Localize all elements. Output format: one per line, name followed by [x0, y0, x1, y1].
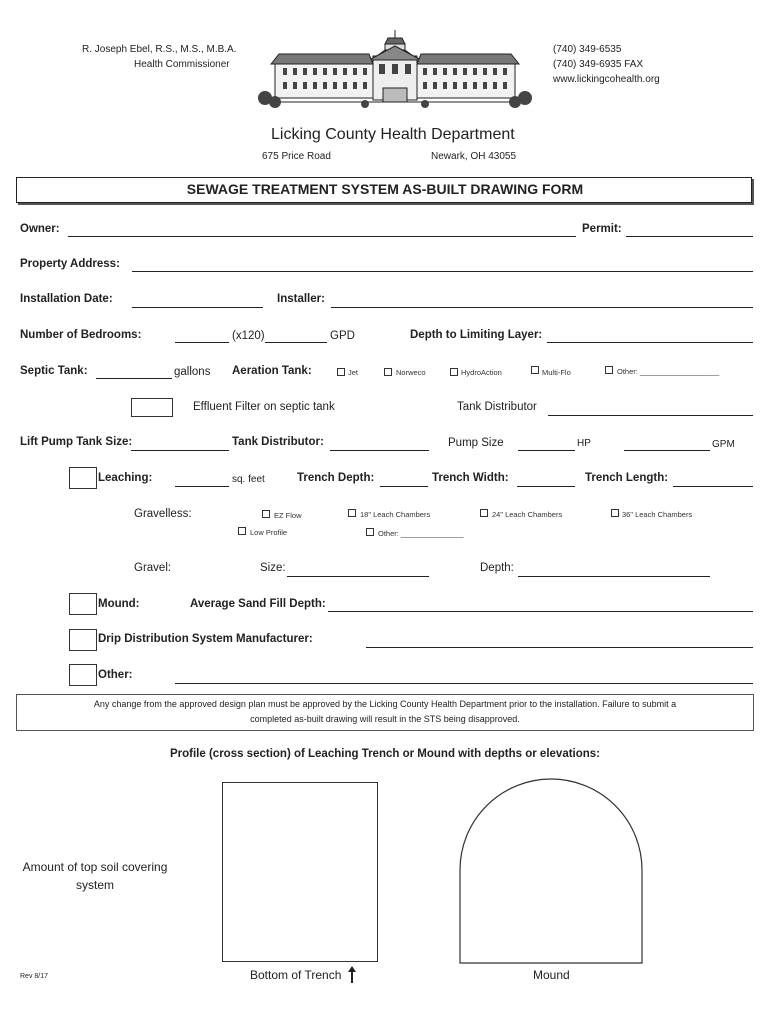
- ez-flow-checkbox[interactable]: [262, 510, 270, 518]
- tank-distributor-field[interactable]: [548, 415, 753, 416]
- effluent-filter-checkbox[interactable]: [131, 398, 173, 417]
- permit-field[interactable]: [626, 236, 753, 237]
- size-field[interactable]: [287, 576, 429, 577]
- website-link[interactable]: www.lickingcohealth.org: [553, 74, 660, 85]
- gallons-label: gallons: [174, 366, 211, 378]
- commissioner-title: Health Commissioner: [134, 59, 230, 70]
- pump-size-label: Pump Size: [448, 437, 504, 449]
- chamber-18-label: 18" Leach Chambers: [360, 510, 431, 519]
- mound-label-bottom: Mound: [533, 968, 570, 982]
- permit-label: Permit:: [582, 223, 622, 235]
- low-profile-label: Low Profile: [250, 528, 288, 537]
- depth-field[interactable]: [518, 576, 710, 577]
- depth-label: Depth:: [480, 562, 514, 574]
- topsoil-label-line1: Amount of top soil covering: [22, 860, 168, 874]
- gpm-field[interactable]: [624, 450, 710, 451]
- courthouse-logo: [255, 28, 535, 112]
- avg-sand-field[interactable]: [328, 611, 753, 612]
- installation-date-field[interactable]: [132, 307, 263, 308]
- aeration-hydroaction-label: HydroAction: [461, 368, 502, 377]
- arrow-up-icon: [348, 966, 356, 984]
- trench-length-label: Trench Length:: [585, 472, 669, 484]
- form-title: SEWAGE TREATMENT SYSTEM AS-BUILT DRAWING FORM: [186, 181, 584, 197]
- phone-number: (740) 349-6535: [553, 44, 622, 55]
- size-label: Size:: [260, 562, 286, 574]
- chamber-36-label: 36" Leach Chambers: [622, 510, 693, 519]
- gravelless-other-label: Other: _______________: [378, 529, 464, 538]
- street-address: 675 Price Road: [262, 151, 331, 162]
- tank-distributor-2-label: Tank Distributor:: [232, 436, 324, 448]
- aeration-norweco-label: Norweco: [396, 368, 426, 377]
- trench-depth-field[interactable]: [380, 486, 428, 487]
- depth-limiting-label: Depth to Limiting Layer:: [410, 329, 543, 341]
- topsoil-label-line2: system: [75, 878, 114, 892]
- installation-date-label: Installation Date:: [20, 293, 113, 305]
- avg-sand-label: Average Sand Fill Depth:: [190, 598, 326, 610]
- lift-pump-label: Lift Pump Tank Size:: [20, 436, 133, 448]
- x120-label: (x120): [232, 330, 265, 342]
- aeration-norweco-checkbox[interactable]: [384, 368, 392, 376]
- profile-heading: Profile (cross section) of Leaching Trench or Mound with depths or elevations:: [169, 748, 601, 760]
- gpm-label: GPM: [712, 439, 735, 450]
- effluent-filter-label: Effluent Filter on septic tank: [193, 401, 335, 413]
- leaching-field[interactable]: [175, 486, 229, 487]
- gravelless-label: Gravelless:: [134, 508, 192, 520]
- trench-profile-box[interactable]: [222, 782, 378, 962]
- aeration-multiflo-label: Multi-Flo: [542, 368, 571, 377]
- bedrooms-label: Number of Bedrooms:: [20, 329, 142, 341]
- aeration-other-checkbox[interactable]: [605, 366, 613, 374]
- trench-length-field[interactable]: [673, 486, 753, 487]
- other-label: Other:: [98, 669, 133, 681]
- owner-label: Owner:: [20, 223, 60, 235]
- aeration-hydroaction-checkbox[interactable]: [450, 368, 458, 376]
- other-field[interactable]: [175, 683, 753, 684]
- installer-field[interactable]: [331, 307, 753, 308]
- revision-label: Rev 8/17: [20, 973, 49, 980]
- aeration-jet-checkbox[interactable]: [337, 368, 345, 376]
- bottom-trench-label: Bottom of Trench: [250, 968, 342, 982]
- lift-pump-field[interactable]: [131, 450, 229, 451]
- owner-field[interactable]: [68, 236, 576, 237]
- tank-distributor-2-field[interactable]: [330, 450, 429, 451]
- aeration-other-label: Other: ___________________: [617, 367, 720, 376]
- ez-flow-label: EZ Flow: [274, 511, 302, 520]
- trench-depth-label: Trench Depth:: [297, 472, 375, 484]
- leaching-label: Leaching:: [98, 472, 153, 484]
- property-address-field[interactable]: [132, 271, 753, 272]
- leaching-checkbox[interactable]: [69, 467, 97, 489]
- notice-line-1: Any change from the approved design plan must be approved by the Licking County Health Department prior to the installation. Failure to submit a: [93, 699, 677, 709]
- low-profile-checkbox[interactable]: [238, 527, 246, 535]
- sq-feet-label: sq. feet: [232, 474, 265, 485]
- gpd-field[interactable]: [265, 342, 327, 343]
- drip-field[interactable]: [366, 647, 753, 648]
- mound-profile-shape[interactable]: [459, 778, 643, 964]
- department-name: Licking County Health Department: [271, 126, 515, 143]
- mound-label: Mound:: [98, 598, 140, 610]
- city-address: Newark, OH 43055: [431, 151, 517, 162]
- trench-width-label: Trench Width:: [432, 472, 509, 484]
- gravel-label: Gravel:: [134, 562, 172, 574]
- pump-size-field[interactable]: [518, 450, 575, 451]
- chamber-18-checkbox[interactable]: [348, 509, 356, 517]
- chamber-24-checkbox[interactable]: [480, 509, 488, 517]
- septic-tank-field[interactable]: [96, 378, 172, 379]
- aeration-jet-label: Jet: [348, 368, 359, 377]
- chamber-24-label: 24" Leach Chambers: [492, 510, 563, 519]
- mound-checkbox[interactable]: [69, 593, 97, 615]
- septic-tank-label: Septic Tank:: [20, 365, 88, 377]
- trench-width-field[interactable]: [517, 486, 575, 487]
- property-address-label: Property Address:: [20, 258, 120, 270]
- tank-distributor-label: Tank Distributor: [457, 401, 537, 413]
- hp-label: HP: [577, 438, 591, 449]
- drip-label: Drip Distribution System Manufacturer:: [98, 633, 313, 645]
- commissioner-name: R. Joseph Ebel, R.S., M.S., M.B.A.: [82, 44, 237, 55]
- gpd-label: GPD: [330, 330, 355, 342]
- fax-number: (740) 349-6935 FAX: [553, 59, 644, 70]
- aeration-multiflo-checkbox[interactable]: [531, 366, 539, 374]
- depth-limiting-field[interactable]: [547, 342, 753, 343]
- notice-line-2: completed as-built drawing will result in the STS being disapproved.: [250, 714, 520, 724]
- drip-checkbox[interactable]: [69, 629, 97, 651]
- chamber-36-checkbox[interactable]: [611, 509, 619, 517]
- other-checkbox[interactable]: [69, 664, 97, 686]
- bedrooms-field[interactable]: [175, 342, 229, 343]
- installer-label: Installer:: [277, 293, 325, 305]
- gravelless-other-checkbox[interactable]: [366, 528, 374, 536]
- aeration-tank-label: Aeration Tank:: [232, 365, 312, 377]
